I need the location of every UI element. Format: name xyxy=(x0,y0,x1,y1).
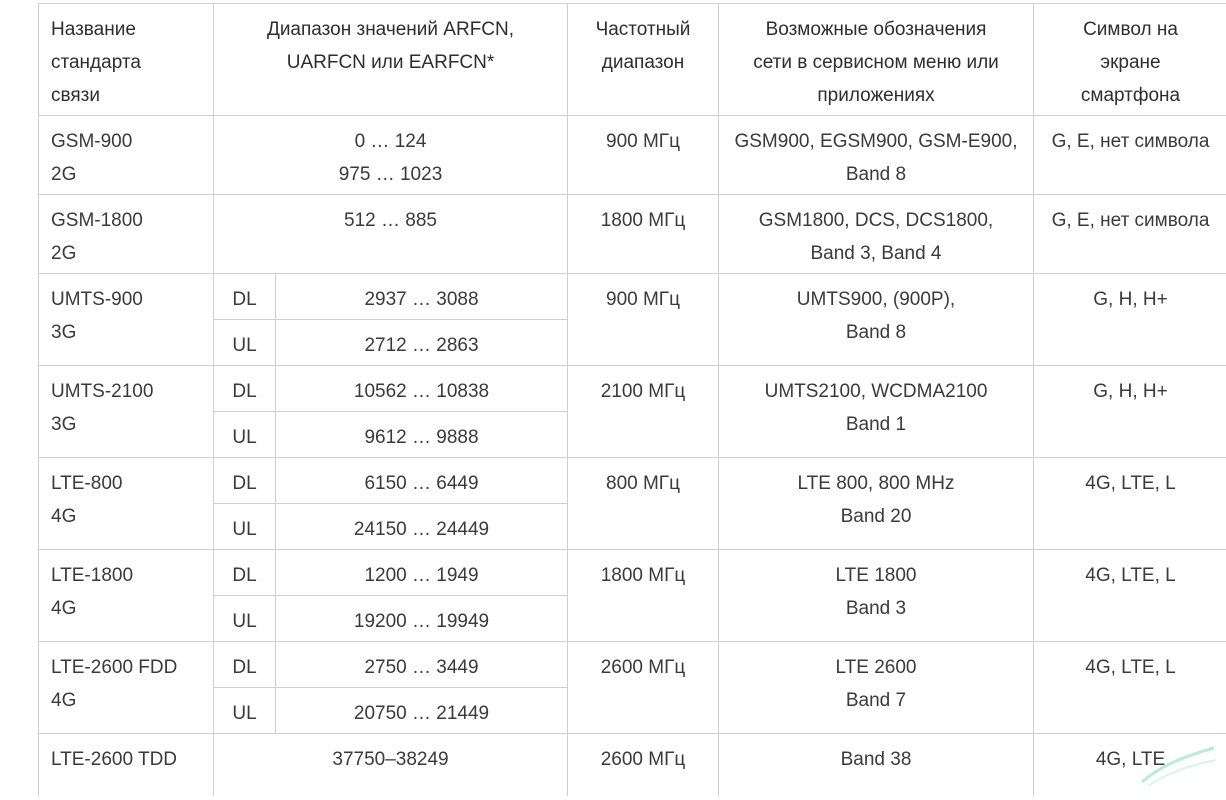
cell-ul-range: 24150 … 24449 xyxy=(276,504,568,550)
cell-ul-label: UL xyxy=(214,412,276,458)
cell-dl-label: DL xyxy=(214,366,276,412)
cell-frequency: 2600 МГц xyxy=(568,734,719,796)
range-value: 512 … 885 xyxy=(344,210,437,231)
header-line: Символ на xyxy=(1083,19,1178,40)
cell-dl-range: 6150 … 6449 xyxy=(276,458,568,504)
standard-name: LTE-800 xyxy=(51,473,123,494)
cell-symbol: G, E, нет символа xyxy=(1034,116,1226,195)
header-line: Название xyxy=(51,19,136,40)
cell-network-names xyxy=(719,274,1034,366)
header-line: приложениях xyxy=(817,85,935,106)
header-line: экране xyxy=(1100,52,1161,73)
cell-network-names xyxy=(719,642,1034,734)
cell-network-names xyxy=(719,550,1034,642)
header-line: Возможные обозначения xyxy=(765,19,987,40)
standard-name: LTE-1800 xyxy=(51,565,134,586)
cell-standard xyxy=(39,366,214,458)
cell-standard xyxy=(39,550,214,642)
cell-network-names xyxy=(719,116,1034,195)
cell-ul-range: 20750 … 21449 xyxy=(276,688,568,734)
cell-symbol: 4G, LTE, L xyxy=(1034,550,1226,642)
range-value: 975 … 1023 xyxy=(338,164,443,185)
cell-frequency: 2100 МГц xyxy=(568,366,719,458)
header-standard-name xyxy=(39,4,214,116)
cell-frequency: 1800 МГц xyxy=(568,195,719,274)
standard-name: UMTS-2100 xyxy=(51,381,154,402)
network-name-line: Band 3, Band 4 xyxy=(810,243,942,264)
network-name-line: UMTS2100, WCDMA2100 xyxy=(764,381,988,402)
network-name-line: Band 7 xyxy=(845,690,907,711)
cell-frequency: 2600 МГц xyxy=(568,642,719,734)
cell-symbol: 4G, LTE, L xyxy=(1034,458,1226,550)
network-name-line: LTE 2600 xyxy=(835,657,917,678)
cell-symbol: 4G, LTE xyxy=(1034,734,1226,796)
header-line: диапазон xyxy=(601,52,685,73)
generation: 2G xyxy=(51,164,77,185)
header-line: Частотный xyxy=(595,19,691,40)
network-name-line: Band 8 xyxy=(845,322,907,343)
header-screen-symbol xyxy=(1034,4,1226,116)
cell-ul-label: UL xyxy=(214,320,276,366)
cell-standard xyxy=(39,195,214,274)
generation: 4G xyxy=(51,598,77,619)
cell-dl-range: 1200 … 1949 xyxy=(276,550,568,596)
cell-arfcn-range: 37750–38249 xyxy=(214,734,568,796)
header-line: стандарта xyxy=(51,52,141,73)
cell-standard: LTE-2600 TDD xyxy=(39,734,214,796)
cell-symbol: G, E, нет символа xyxy=(1034,195,1226,274)
cell-ul-range: 2712 … 2863 xyxy=(276,320,568,366)
cell-dl-range: 2937 … 3088 xyxy=(276,274,568,320)
header-line: Диапазон значений ARFCN, xyxy=(266,19,515,40)
network-name-line: Band 8 xyxy=(845,164,907,185)
cell-frequency: 800 МГц xyxy=(568,458,719,550)
range-value: 0 … 124 xyxy=(354,131,427,152)
header-line: UARFCN или EARFCN* xyxy=(286,52,495,73)
network-name-line: Band 20 xyxy=(840,506,912,527)
cell-ul-range: 19200 … 19949 xyxy=(276,596,568,642)
cell-frequency: 900 МГц xyxy=(568,116,719,195)
network-name-line: GSM900, EGSM900, GSM-E900, xyxy=(734,131,1018,152)
cell-ul-label: UL xyxy=(214,596,276,642)
network-name-line: GSM1800, DCS, DCS1800, xyxy=(758,210,994,231)
header-line: связи xyxy=(51,85,100,106)
network-name-line: UMTS900, (900P), xyxy=(796,289,956,310)
cell-network-names: Band 38 xyxy=(719,734,1034,796)
cell-dl-label: DL xyxy=(214,642,276,688)
cell-symbol: G, H, H+ xyxy=(1034,366,1226,458)
generation: 4G xyxy=(51,506,77,527)
generation: 3G xyxy=(51,414,77,435)
cell-network-names xyxy=(719,458,1034,550)
cell-ul-range: 9612 … 9888 xyxy=(276,412,568,458)
header-line: смартфона xyxy=(1080,85,1181,106)
header-line: сети в сервисном меню или xyxy=(753,52,999,73)
network-name-line: LTE 800, 800 MHz xyxy=(797,473,955,494)
cell-standard xyxy=(39,274,214,366)
cell-dl-range: 10562 … 10838 xyxy=(276,366,568,412)
generation: 2G xyxy=(51,243,77,264)
cell-arfcn-range xyxy=(214,116,568,195)
standard-name: UMTS-900 xyxy=(51,289,143,310)
cell-standard xyxy=(39,458,214,550)
cell-ul-label: UL xyxy=(214,504,276,550)
cell-frequency: 900 МГц xyxy=(568,274,719,366)
decorative-swirl-graphic xyxy=(1138,738,1218,788)
cell-network-names xyxy=(719,195,1034,274)
cell-dl-label: DL xyxy=(214,550,276,596)
header-network-names xyxy=(719,4,1034,116)
cell-standard xyxy=(39,642,214,734)
cell-dl-range: 2750 … 3449 xyxy=(276,642,568,688)
cell-dl-label: DL xyxy=(214,274,276,320)
cell-symbol: G, H, H+ xyxy=(1034,274,1226,366)
standard-name: LTE-2600 FDD xyxy=(51,657,178,678)
standard-name: GSM-900 xyxy=(51,131,133,152)
cell-standard xyxy=(39,116,214,195)
cell-frequency: 1800 МГц xyxy=(568,550,719,642)
cell-symbol: 4G, LTE, L xyxy=(1034,642,1226,734)
network-name-line: Band 1 xyxy=(845,414,907,435)
network-name-line: LTE 1800 xyxy=(835,565,917,586)
cell-network-names xyxy=(719,366,1034,458)
generation: 4G xyxy=(51,690,77,711)
generation: 3G xyxy=(51,322,77,343)
header-arfcn-range xyxy=(214,4,568,116)
frequency-table xyxy=(38,3,1226,796)
cell-arfcn-range xyxy=(214,195,568,274)
standard-name: GSM-1800 xyxy=(51,210,143,231)
cell-ul-label: UL xyxy=(214,688,276,734)
network-name-line: Band 3 xyxy=(845,598,907,619)
header-frequency-band xyxy=(568,4,719,116)
cell-dl-label: DL xyxy=(214,458,276,504)
